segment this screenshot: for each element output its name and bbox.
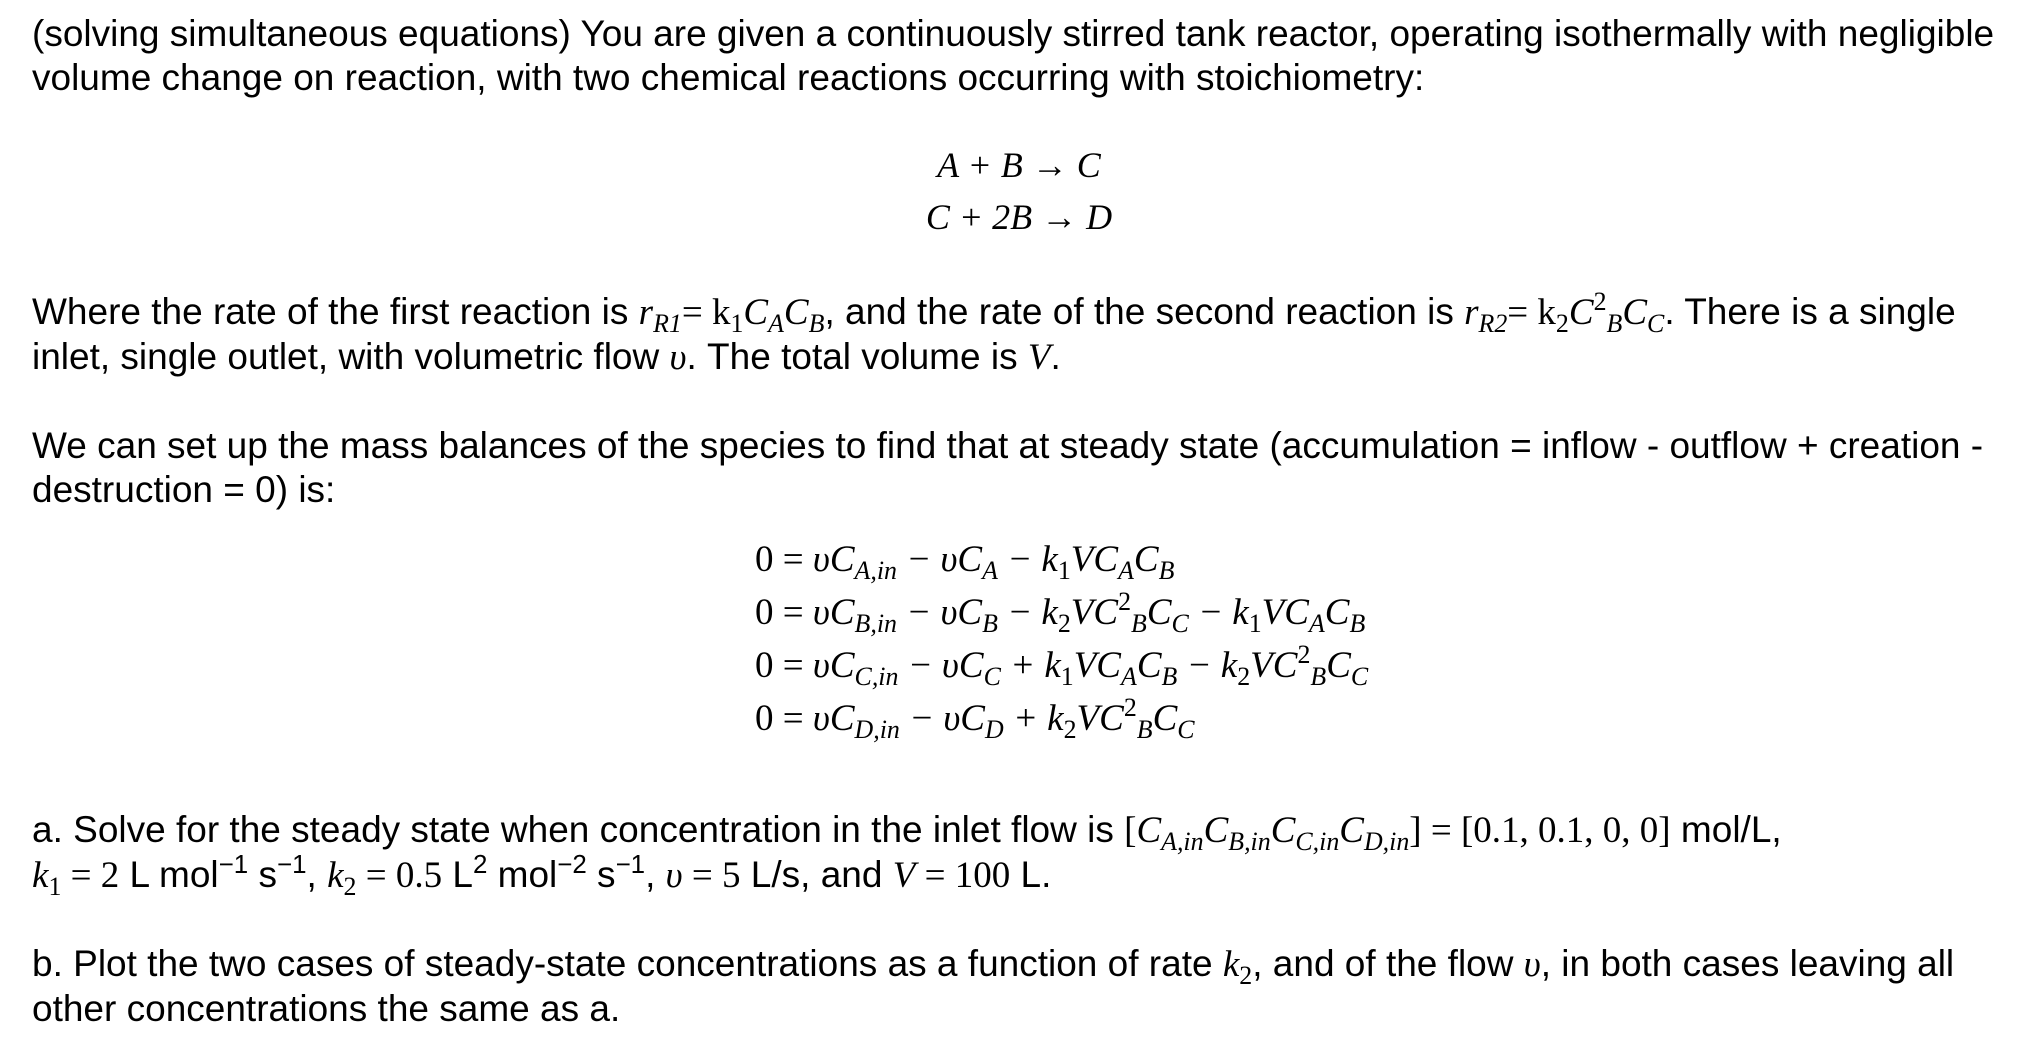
balance-equation-b: $0 = \upsilon C_{B,in} - \upsilon C_B - k_2VC^2_BC_C - k_1VC_AC_B$ [755,586,1366,638]
balance-equation-a: $0 = \upsilon C_{A,in} - \upsilon C_A - k_1VC_AC_B$ [755,539,1175,585]
reaction-1: A + B → C [937,145,1101,185]
part-b: b. Plot the two cases of steady-state concentrations as a function of rate $k_2$, and of the flow υ, in both cases leaving all other concentrations the same as a. [32,943,1955,1029]
problem-intro: (solving simultaneous equations) You are given a continuously stirred tank reactor, operating isothermally with negligible volume change on reaction, with two chemical reactions occurring with stoichiometry: [32,13,1995,98]
part-a: a. Solve for the steady state when concentration in the inlet flow is $[C_{A,in}C_{B,in}C_{C,in}C_{D,in}] = [0.1$, 0.1, 0, 0] mol/L, $k_1 = 2$ L mol$^{-1}$ $s^{-1}$, $k_2 = 0.5$ $L^2$ mol$^{-2}$ $s^{-1}$, υ = 5 L/s, and V = 100 L. [32,809,1782,901]
balance-equation-c: $0 = \upsilon C_{C,in} - \upsilon C_C + k_1VC_AC_B - k_2VC^2_BC_C$ [755,639,1369,691]
balance-intro: We can set up the mass balances of the species to find that at steady state (accumulation = inflow - outflow + creation - destruction = 0) is: [32,425,1984,510]
reaction-2: C + 2B → D [925,197,1113,237]
balance-equation-d: $0 = \upsilon C_{D,in} - \upsilon C_D + k_2VC^2_BC_C$ [755,692,1195,744]
rates-paragraph: Where the rate of the first reaction is $r_{R1}= k_1C_AC_B$, and the rate of the second reaction is $r_{R2}= k_2C^2_BC_C$. There is a single inlet, single outlet, with volumetric flow υ. The total volume is V. [32,286,1956,378]
